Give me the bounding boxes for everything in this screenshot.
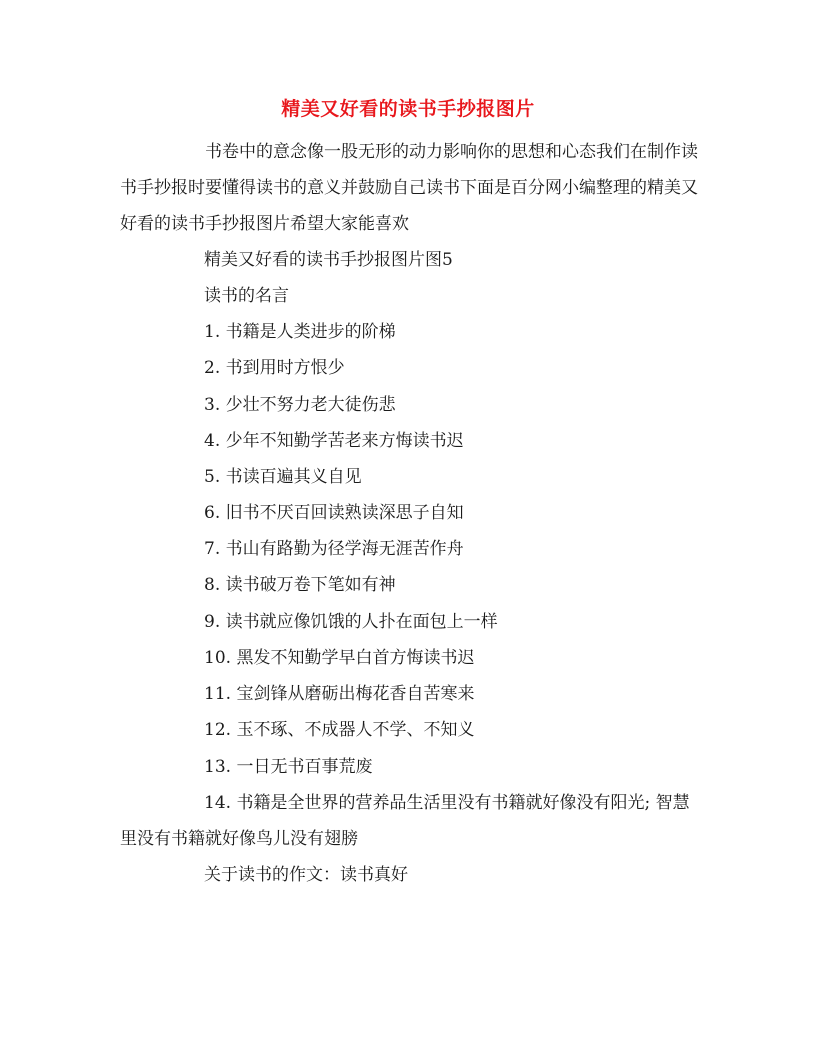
quote-item: 9. 读书就应像饥饿的人扑在面包上一样 [204, 612, 498, 632]
quote-item: 12. 玉不琢、不成器人不学、不知义 [204, 720, 475, 740]
quote-item: 4. 少年不知勤学苦老来方悔读书迟 [204, 431, 464, 451]
quote-item: 5. 书读百遍其义自见 [204, 467, 362, 487]
quote-item: 3. 少壮不努力老大徒伤悲 [204, 395, 396, 415]
quote-item-long [120, 785, 700, 857]
quote-item: 2. 书到用时方恨少 [204, 358, 345, 378]
quote-item: 1. 书籍是人类进步的阶梯 [204, 322, 396, 342]
intro-text: 书卷中的意念像一股无形的动力影响你的思想和心态我们在制作读书手抄报时要懂得读书的意义并鼓励自己读书下面是百分网小编整理的精美又好看的读书手抄报图片希望大家能喜欢 [120, 142, 698, 234]
quote-item: 10. 黑发不知勤学早白首方悔读书迟 [204, 648, 475, 668]
quote-item: 6. 旧书不厌百回读熟读深思子自知 [204, 503, 464, 523]
quote-14-text: 14. 书籍是全世界的营养品生活里没有书籍就好像没有阳光; 智慧里没有书籍就好像鸟儿没有翅膀 [120, 793, 690, 849]
image-caption: 精美又好看的读书手抄报图片图5 [204, 250, 453, 270]
document-title: 精美又好看的读书手抄报图片 [281, 98, 535, 120]
quotes-heading: 读书的名言 [204, 286, 289, 306]
quote-item: 8. 读书破万卷下笔如有神 [204, 575, 396, 595]
quote-item: 13. 一日无书百事荒废 [204, 757, 373, 777]
quote-item: 7. 书山有路勤为径学海无涯苦作舟 [204, 539, 464, 559]
essay-heading: 关于读书的作文：读书真好 [204, 865, 408, 885]
intro-paragraph [120, 134, 700, 242]
quote-item: 11. 宝剑锋从磨砺出梅花香自苦寒来 [204, 684, 475, 704]
